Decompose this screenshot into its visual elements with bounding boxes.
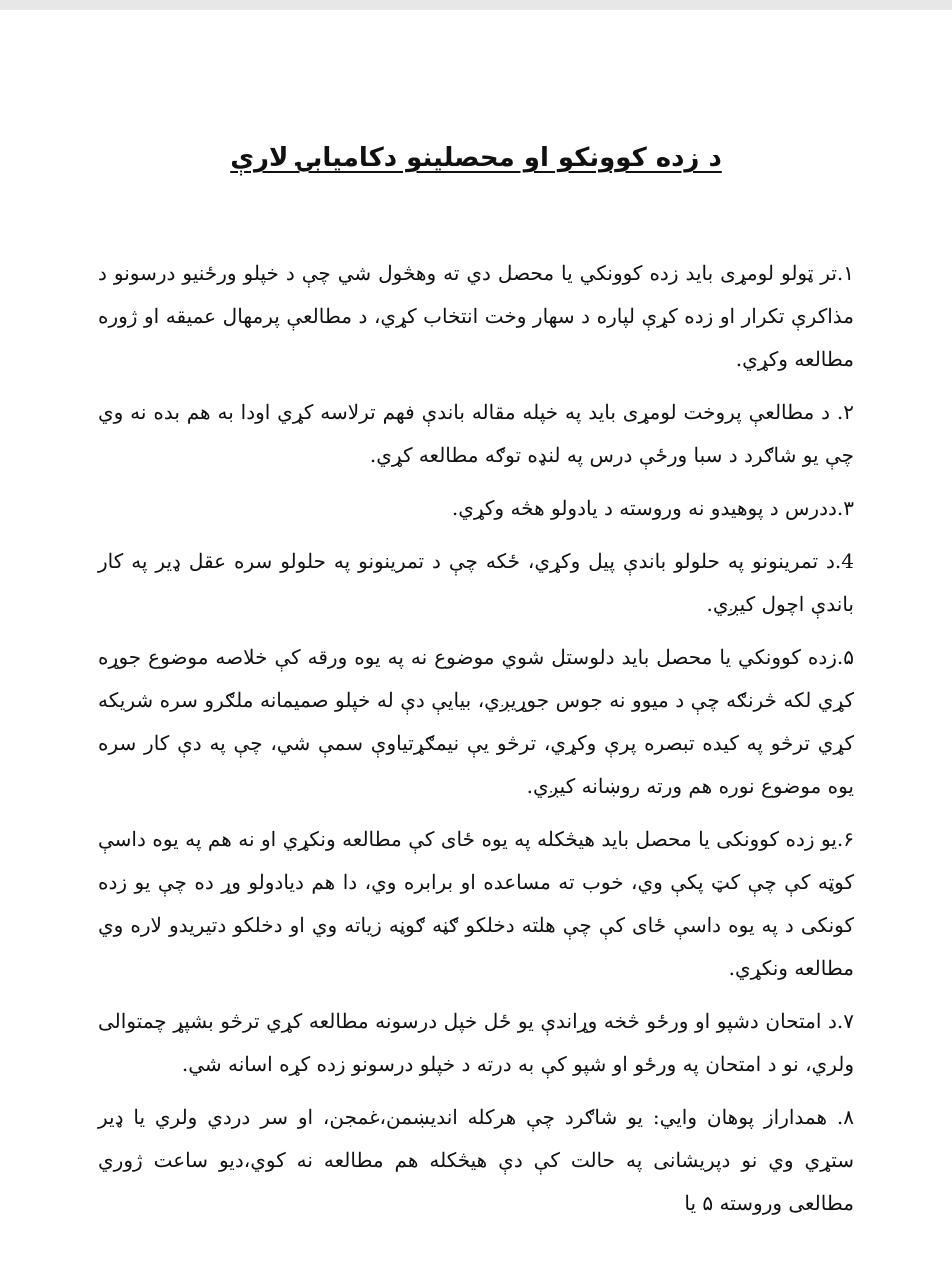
paragraph-6: ۶.یو زده کوونکی یا محصل باید هیڅکله په یوه ځای کې مطالعه ونکړي او نه هم په یوه داسې کوټه کې چې کټ پکې وي، خوب ته مساعده او برابره وي، دا هم دیادولو وړ ده چې یو زده کونکی د په یوه داسې ځای کې چې هلته دخلکو ګڼه ګوڼه زیاته وي او دخلکو دتیریدو لاره وي مطالعه ونکړي. bbox=[98, 827, 854, 980]
page-title bbox=[0, 138, 952, 178]
paragraph-2: ۲. د مطالعې پروخت لومړی باید په خپله مقاله باندې فهم ترلاسه کړي اودا به هم بده نه وي چې یو شاګرد د سبا ورځې درس په لنډه توګه مطالعه کړي. bbox=[98, 400, 854, 467]
document-page bbox=[0, 10, 952, 1276]
paragraph-1: ۱.تر ټولو لومړی باید زده کوونکي یا محصل دي ته وهڅول شي چې د خپلو ورځنیو درسونو د مذاکرې تکرار او زده کړې لپاره د سهار وخت انتخاب کړي، د مطالعې پرمهال عمیقه او ژوره مطالعه وکړي. bbox=[98, 261, 854, 371]
paragraph-8: ۸. همداراز پوهان وایي: یو شاګرد چې هرکله اندیښمن،غمجن، او سر دردي ولري یا ډیر ستړي وي نو دپریشانی په حالت کې دې هیڅکله هم مطالعه نه کوي،دیو ساعت ژوري مطالعی وروسته ۵ یا bbox=[98, 1105, 854, 1215]
document-body bbox=[98, 252, 854, 1235]
paragraph-4: 4.د تمرینونو په حلولو باندې پیل وکړي، ځکه چې د تمرینونو په حلولو سره عقل ډیر په کار باندې اچول کیږي. bbox=[98, 549, 854, 616]
paragraph-5: ۵.زده کوونکي یا محصل باید دلوستل شوي موضوع نه په یوه ورقه کې خلاصه موضوع جوړه کړي لکه څرنګه چې د میوو نه جوس جوړیږي، بیایې دې له خپلو صمیمانه ملګرو سره شریکه کړي ترڅو په کیده تبصره پرې وکړي، ترڅو یې نیمګړتیاوې سمې شي، چې په دې کار سره یوه موضوع نوره هم ورته روښانه کیږي. bbox=[98, 645, 854, 798]
paragraph-3: ۳.ددرس د پوهیدو نه وروسته د یادولو هڅه وکړي. bbox=[451, 496, 854, 520]
page-title-text: د زده کوونکو او محصلینو دکامیابۍ لارې bbox=[230, 143, 722, 173]
paragraph-7: ۷.د امتحان دشپو او ورځو څخه وړاندې یو ځل خپل درسونه مطالعه کړي ترڅو بشپړ چمتوالی ولري، نو د امتحان په ورځو او شپو کې به درته د خپلو درسونو زده کړه اسانه شي. bbox=[98, 1009, 854, 1076]
